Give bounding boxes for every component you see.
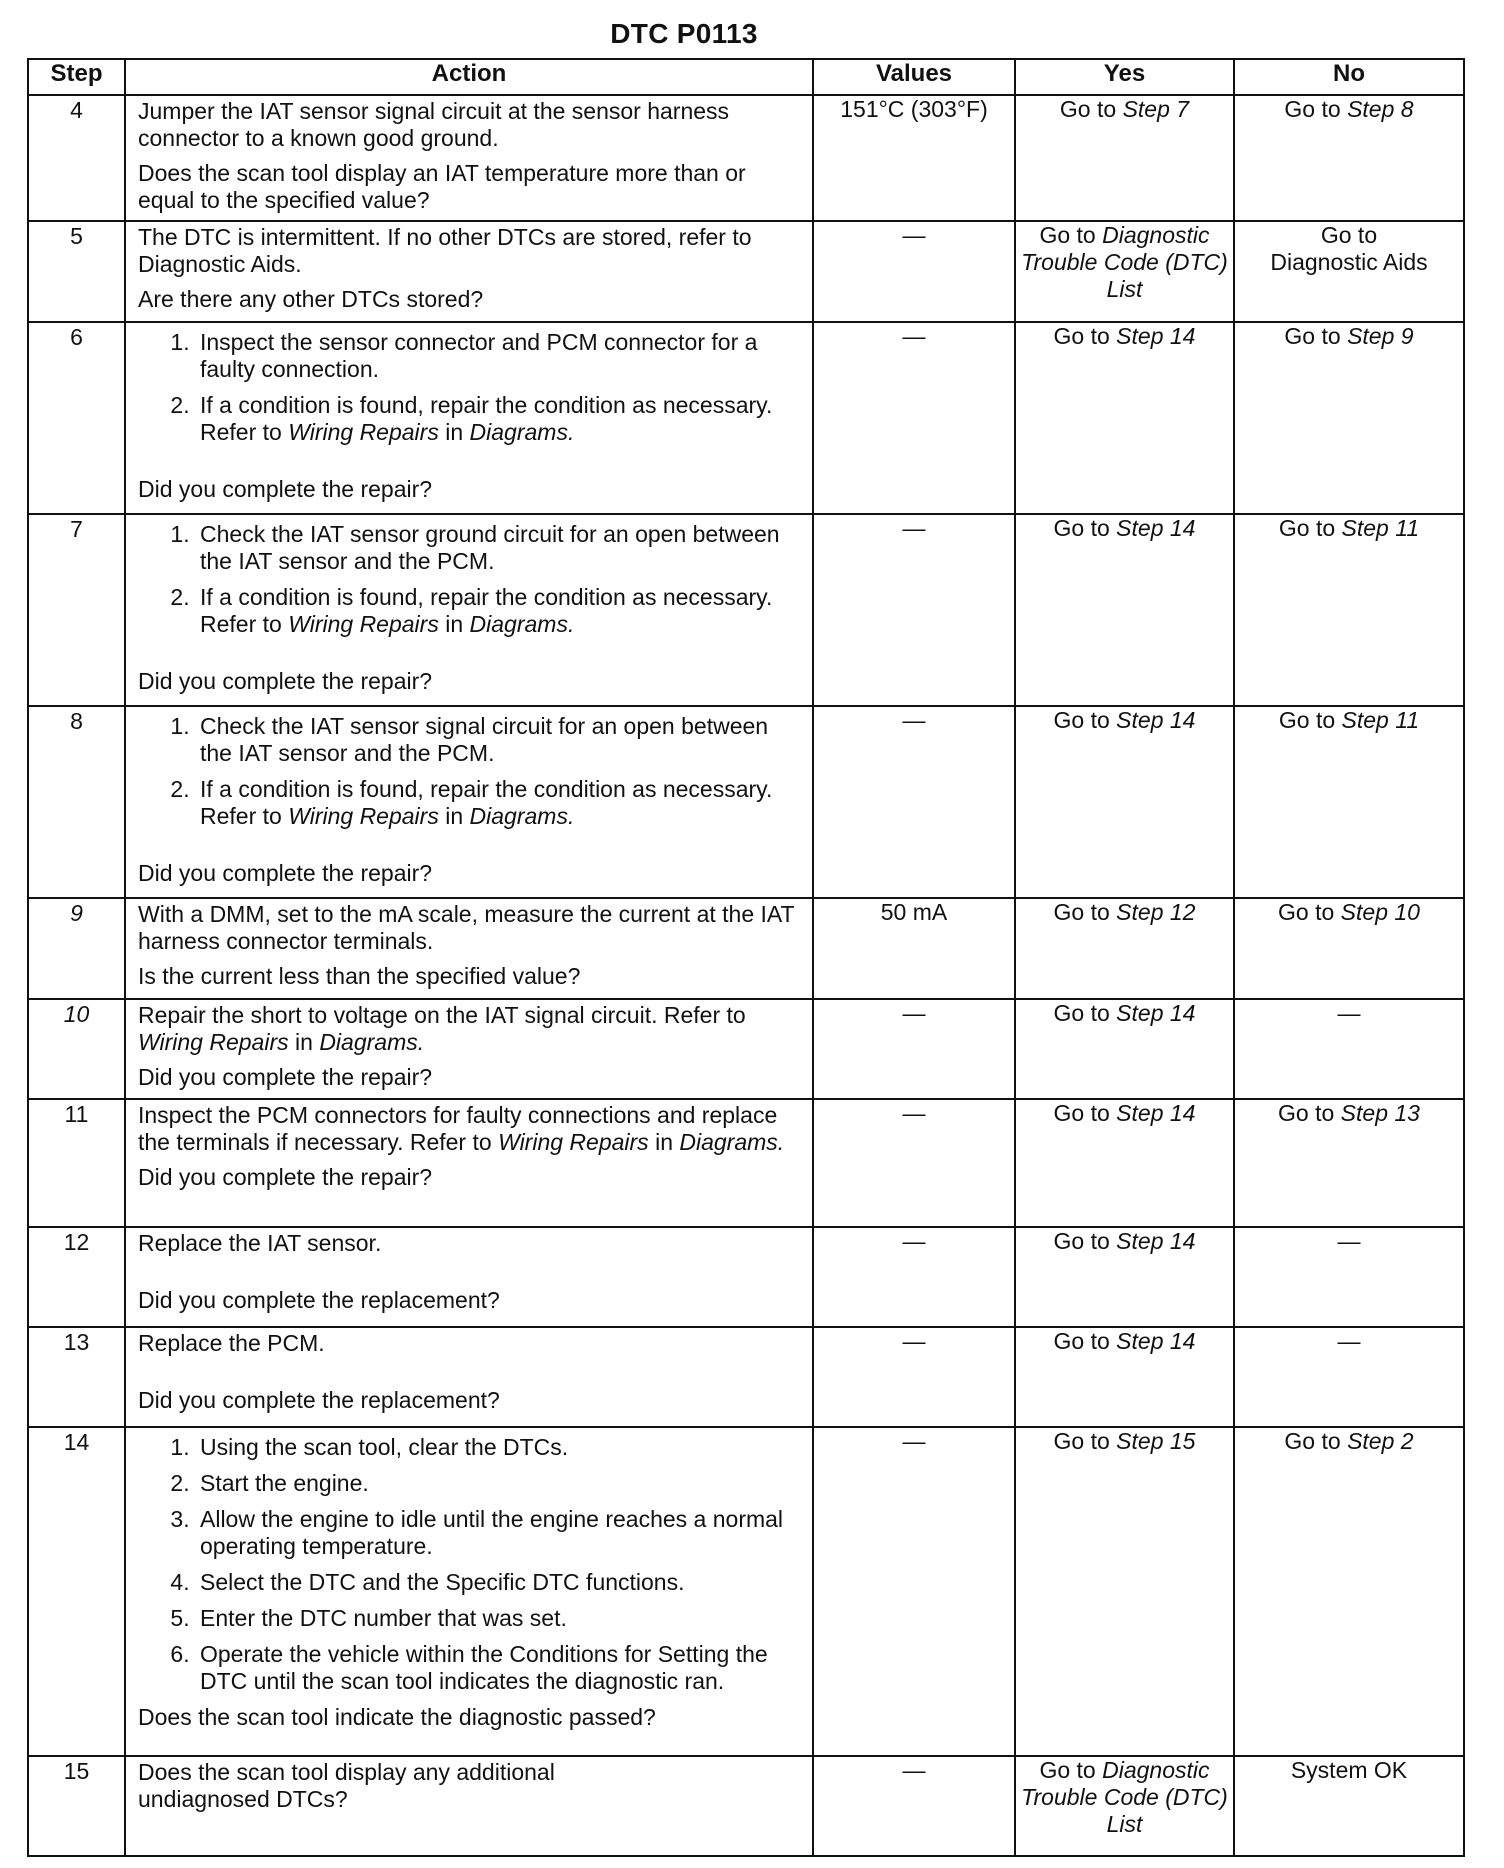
value-cell: — [813,514,1015,706]
step-number: 7 [28,514,125,706]
action-cell [125,1099,813,1227]
yes-cell [1015,706,1234,898]
yes-cell [1015,322,1234,514]
yes-cell [1015,1227,1234,1327]
value-cell: — [813,1327,1015,1427]
action-cell [125,1427,813,1756]
no-cell: — [1234,999,1464,1099]
no-prefix: Go to [1278,707,1336,733]
action-question: Does the scan tool indicate the diagnostic passed? [138,1704,656,1730]
action-cell [125,221,813,322]
table-row [28,221,1464,322]
table-row [28,1327,1464,1427]
yes-prefix: Go to [1039,1757,1096,1783]
wiring-repairs-link[interactable]: Wiring Repairs [288,419,439,445]
yes-prefix: Go to [1053,1100,1110,1126]
header-action: Action [125,59,813,95]
no-target-link[interactable]: Step 2 [1347,1428,1414,1454]
action-cell [125,322,813,514]
diagrams-link[interactable]: Diagrams. [679,1129,785,1155]
action-cell [125,1227,813,1327]
action-question: Are there any other DTCs stored? [138,286,484,312]
step-number: 15 [28,1756,125,1856]
yes-target-link[interactable]: Step 12 [1116,899,1196,925]
yes-prefix: Go to [1053,1000,1110,1026]
wiring-repairs-link[interactable]: Wiring Repairs [498,1129,649,1155]
substep: 1. Inspect the sensor connector and PCM connector for a faulty connection. [196,329,804,383]
table-row [28,898,1464,999]
substep: 2. If a condition is found, repair the condition as necessary. Refer to Wiring Repairs in Diagrams. [196,584,804,638]
yes-target-link[interactable]: Step 15 [1116,1428,1196,1454]
no-cell [1234,1099,1464,1227]
no-cell [1234,95,1464,221]
action-cell [125,999,813,1099]
step-number: 14 [28,1427,125,1756]
no-cell [1234,1427,1464,1756]
no-prefix: Go to [1320,222,1378,248]
wiring-repairs-link[interactable]: Wiring Repairs [288,611,439,637]
substep: 6. Operate the vehicle within the Conditions for Setting the DTC until the scan tool indicates the diagnostic ran. [196,1641,804,1695]
yes-prefix: Go to [1053,515,1110,541]
action-question: Does the scan tool display an IAT temperature more than or equal to the specified value? [138,160,746,213]
substep: 1. Check the IAT sensor signal circuit for an open between the IAT sensor and the PCM. [196,713,804,767]
action-text: Replace the PCM. [138,1330,325,1356]
yes-prefix: Go to [1053,707,1110,733]
action-question: Did you complete the repair? [138,1064,433,1090]
no-target-link[interactable]: Step 9 [1347,323,1414,349]
no-target-link[interactable]: Step 8 [1347,96,1414,122]
value-cell: 151°C (303°F) [813,95,1015,221]
yes-cell [1015,1327,1234,1427]
table-row [28,514,1464,706]
substep: 2. If a condition is found, repair the condition as necessary. Refer to Wiring Repairs in Diagrams. [196,392,804,446]
action-text: With a DMM, set to the mA scale, measure the current at the IAT harness connector terminals. [138,901,795,954]
step-number: 13 [28,1327,125,1427]
no-target-link[interactable]: Diagnostic Aids [1270,249,1428,275]
yes-cell [1015,1099,1234,1227]
table-row [28,1756,1464,1856]
table-row [28,95,1464,221]
yes-target-link[interactable]: Step 14 [1116,1100,1196,1126]
value-cell: — [813,221,1015,322]
no-cell [1234,706,1464,898]
action-question: Did you complete the repair? [138,860,433,886]
substep-list [138,329,804,446]
step-number: 11 [28,1099,125,1227]
yes-target-link[interactable]: Diagnostic Trouble Code (DTC) List [1021,222,1228,302]
substep: 2. Start the engine. [196,1470,804,1497]
yes-cell [1015,1427,1234,1756]
table-row [28,1227,1464,1327]
action-cell [125,514,813,706]
yes-target-link[interactable]: Step 14 [1116,323,1196,349]
no-prefix: Go to [1278,899,1335,925]
diagrams-link[interactable]: Diagrams. [469,419,575,445]
value-cell: 50 mA [813,898,1015,999]
step-number: 12 [28,1227,125,1327]
header-row [28,59,1464,95]
table-row [28,999,1464,1099]
action-cell [125,898,813,999]
yes-cell [1015,221,1234,322]
action-text: Jumper the IAT sensor signal circuit at the sensor harness connector to a known good ground. [138,98,730,151]
value-cell: — [813,1427,1015,1756]
yes-prefix: Go to [1059,96,1117,122]
yes-prefix: Go to [1053,1428,1110,1454]
no-target-link[interactable]: Step 11 [1341,707,1420,733]
no-prefix: Go to [1278,515,1336,541]
yes-cell [1015,898,1234,999]
value-cell: — [813,999,1015,1099]
action-question: Is the current less than the specified value? [138,963,581,989]
action-cell [125,1327,813,1427]
step-number: 8 [28,706,125,898]
no-cell [1234,898,1464,999]
action-cell [125,95,813,221]
yes-prefix: Go to [1053,1328,1110,1354]
wiring-repairs-link[interactable]: Wiring Repairs [288,803,439,829]
step-number: 4 [28,95,125,221]
yes-target-link[interactable]: Step 14 [1116,707,1196,733]
diagrams-link[interactable]: Diagrams. [319,1029,425,1055]
header-no: No [1234,59,1464,95]
table-row [28,1427,1464,1756]
value-cell: — [813,1099,1015,1227]
wiring-repairs-link[interactable]: Wiring Repairs [138,1029,289,1055]
substep: 5. Enter the DTC number that was set. [196,1605,804,1632]
value-cell: — [813,1756,1015,1856]
substep-list [138,1434,804,1695]
action-text: Replace the IAT sensor. [138,1230,382,1256]
diagrams-link[interactable]: Diagrams. [469,803,575,829]
yes-target-link[interactable]: Step 7 [1122,96,1190,122]
yes-target-link[interactable]: Diagnostic Trouble Code (DTC) List [1021,1757,1228,1837]
no-cell: — [1234,1327,1464,1427]
yes-prefix: Go to [1053,1228,1110,1254]
substep: 1. Check the IAT sensor ground circuit for an open between the IAT sensor and the PCM. [196,521,804,575]
yes-target-link[interactable]: Step 14 [1116,515,1196,541]
header-step: Step [28,59,125,95]
action-text: The DTC is intermittent. If no other DTCs are stored, refer to Diagnostic Aids. [138,224,752,277]
value-cell: — [813,1227,1015,1327]
yes-prefix: Go to [1053,323,1110,349]
action-text: Does the scan tool display any additional undiagnosed DTCs? [138,1759,555,1812]
action-cell [125,706,813,898]
substep: 1. Using the scan tool, clear the DTCs. [196,1434,804,1461]
action-question: Did you complete the repair? [138,1164,433,1190]
action-question: Did you complete the repair? [138,476,433,502]
diagrams-link[interactable]: Diagrams. [469,611,575,637]
substep-list [138,713,804,830]
table-row [28,706,1464,898]
no-cell [1234,514,1464,706]
page-title: DTC P0113 [610,18,758,49]
no-target-link[interactable]: Step 10 [1340,899,1420,925]
value-cell: — [813,322,1015,514]
yes-cell [1015,999,1234,1099]
no-cell [1234,322,1464,514]
no-prefix: Go to [1284,1428,1341,1454]
action-question: Did you complete the replacement? [138,1287,500,1313]
table-row [28,322,1464,514]
yes-target-link[interactable]: Step 14 [1116,1328,1196,1354]
yes-prefix: Go to [1039,222,1096,248]
no-cell [1234,221,1464,322]
header-values: Values [813,59,1015,95]
no-prefix: Go to [1278,1100,1335,1126]
table-row [28,1099,1464,1227]
yes-cell [1015,95,1234,221]
yes-prefix: Go to [1053,899,1110,925]
no-prefix: Go to [1284,96,1341,122]
step-number: 5 [28,221,125,322]
no-cell: System OK [1234,1756,1464,1856]
action-question: Did you complete the repair? [138,668,433,694]
substep: 2. If a condition is found, repair the condition as necessary. Refer to Wiring Repairs in Diagrams. [196,776,804,830]
yes-target-link[interactable]: Step 14 [1116,1000,1196,1026]
substep-list [138,521,804,638]
step-number: 6 [28,322,125,514]
step-number: 9 [28,898,125,999]
action-text: Inspect the PCM connectors for faulty connections and replace the terminals if necessary. Refer to Wiring Repairs in Diagrams. [138,1102,785,1155]
substep: 3. Allow the engine to idle until the engine reaches a normal operating temperature. [196,1506,804,1560]
no-cell: — [1234,1227,1464,1327]
header-yes: Yes [1015,59,1234,95]
step-number: 10 [28,999,125,1099]
substep: 4. Select the DTC and the Specific DTC functions. [196,1569,804,1596]
yes-cell [1015,1756,1234,1856]
no-target-link[interactable]: Step 11 [1341,515,1420,541]
yes-cell [1015,514,1234,706]
action-text: Repair the short to voltage on the IAT signal circuit. Refer to Wiring Repairs in Diagrams. [138,1002,746,1055]
diagnostic-table [27,58,1465,1857]
action-question: Did you complete the replacement? [138,1387,500,1413]
action-cell [125,1756,813,1856]
no-target-link[interactable]: Step 13 [1340,1100,1420,1126]
yes-target-link[interactable]: Step 14 [1116,1228,1196,1254]
value-cell: — [813,706,1015,898]
no-prefix: Go to [1284,323,1341,349]
